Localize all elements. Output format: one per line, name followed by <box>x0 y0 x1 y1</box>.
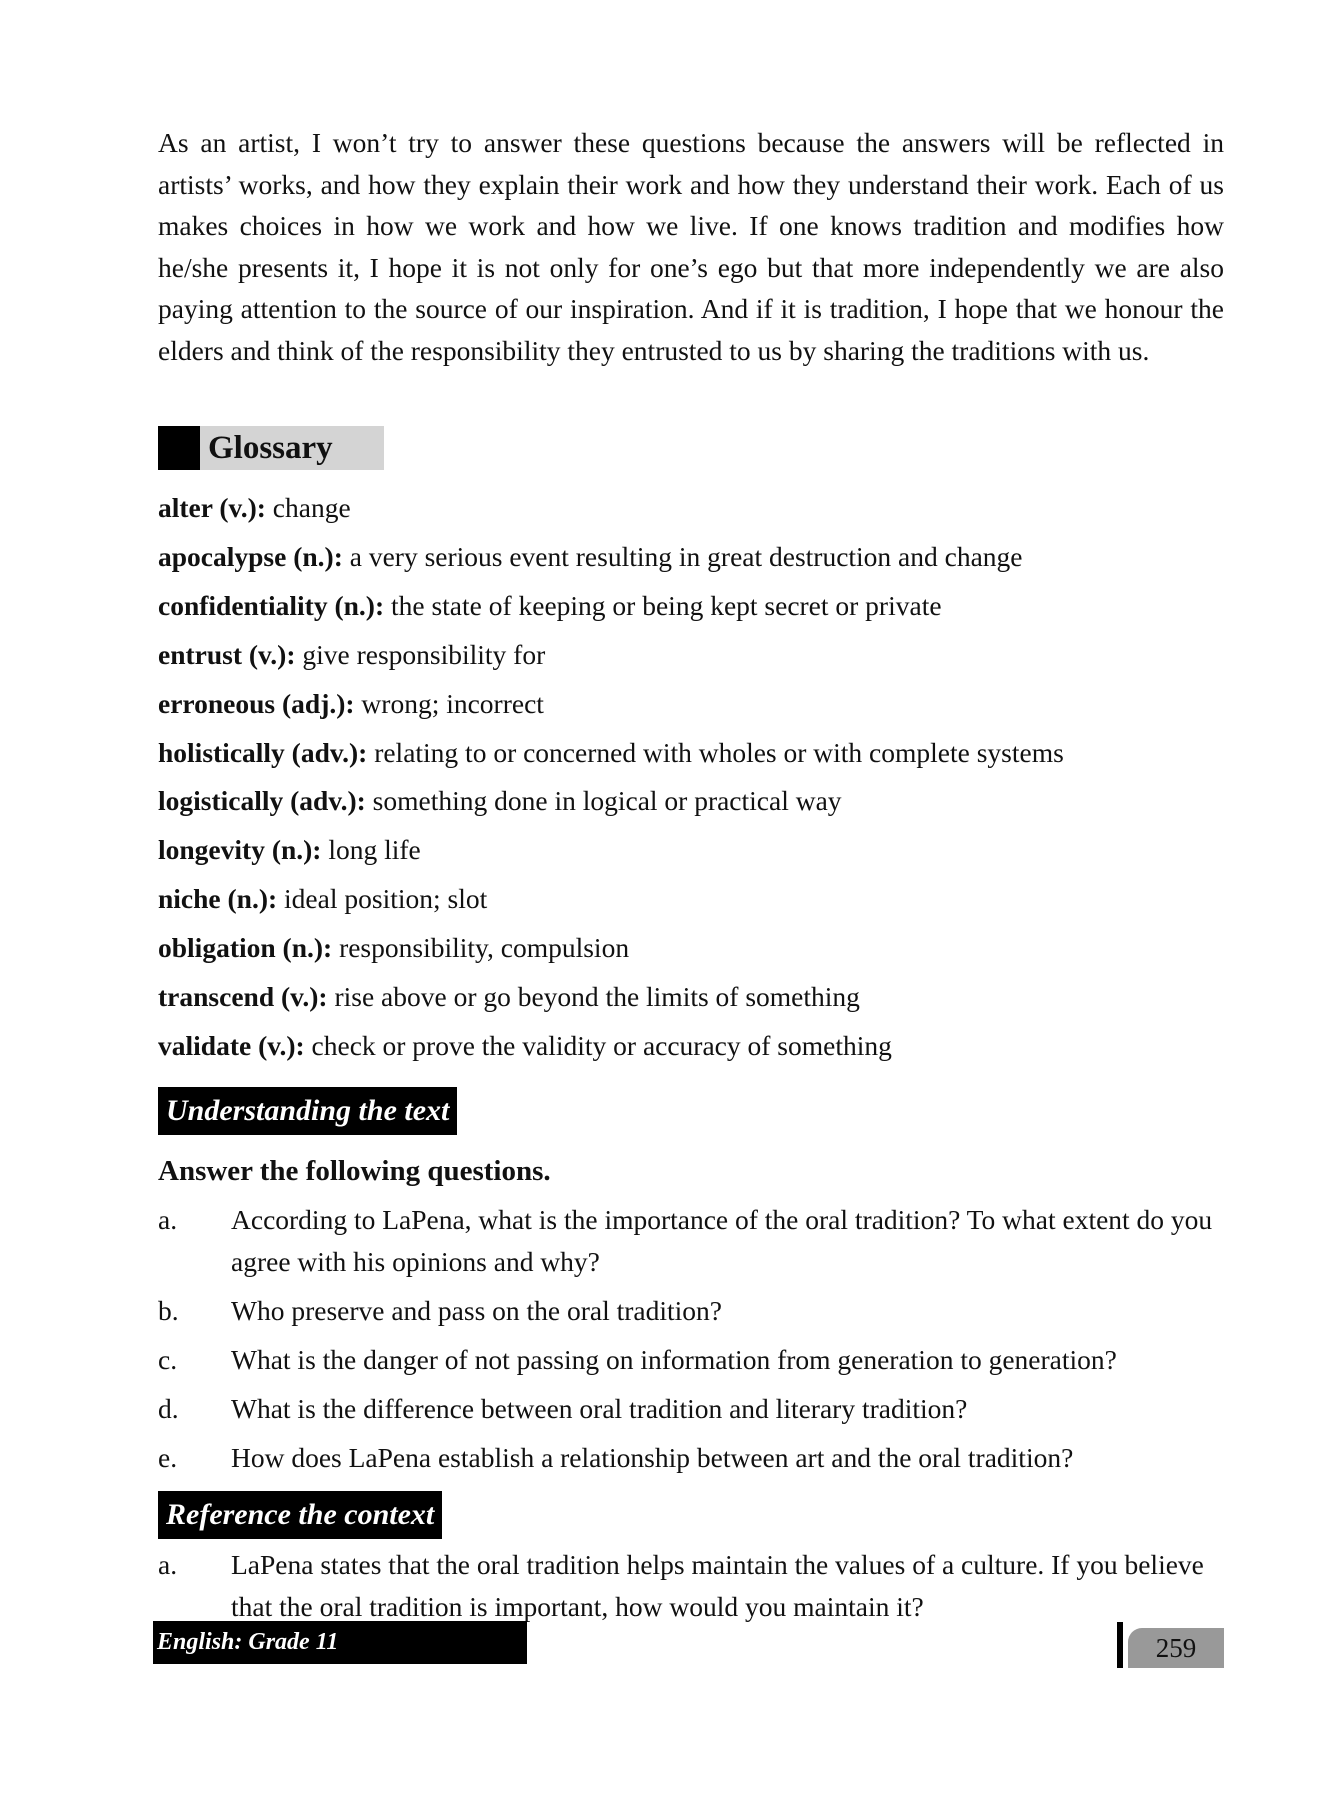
page-number-bar <box>1117 1622 1123 1668</box>
glossary-term: transcend (v.): <box>158 981 328 1013</box>
glossary-entry <box>158 924 1238 973</box>
question-text: Who preserve and pass on the oral tradition? <box>231 1294 723 1326</box>
glossary-definition: long life <box>321 834 421 866</box>
glossary-term: obligation (n.): <box>158 932 333 964</box>
understanding-questions <box>158 1199 1224 1486</box>
body-paragraph: As an artist, I won’t try to answer these questions because the answers will be reflected in artists’ works, and how they explain their work and how they understand their work. Each of us makes choices in how we work and how we live. If one knows tradition and modifies how he/she presents it, I hope it is not only for one’s ego but that more independently we are also paying attention to the source of our inspiration. And if it is tradition, I hope that we honour the elders and think of the responsibility they entrusted to us by sharing the traditions with us. <box>158 127 1224 366</box>
glossary-entry <box>158 680 1238 729</box>
glossary-definition: wrong; incorrect <box>354 687 544 719</box>
glossary-entry <box>158 484 1238 533</box>
glossary-entry <box>158 582 1238 631</box>
glossary-term: holistically (adv.): <box>158 736 368 768</box>
glossary-definition: the state of keeping or being kept secret or private <box>384 589 942 621</box>
glossary-definition: give responsibility for <box>295 638 546 670</box>
glossary-list <box>158 484 1238 1071</box>
glossary-term: niche (n.): <box>158 883 278 915</box>
instruction-heading: Answer the following questions. <box>158 1155 551 1187</box>
question-text: What is the danger of not passing on information from generation to generation? <box>231 1343 1117 1375</box>
question-label: a. <box>158 1549 178 1580</box>
glossary-entry <box>158 875 1238 924</box>
question-item <box>158 1339 1224 1381</box>
glossary-definition: rise above or go beyond the limits of something <box>327 981 860 1013</box>
question-item <box>158 1388 1224 1430</box>
question-item <box>158 1199 1224 1282</box>
glossary-term: erroneous (adj.): <box>158 687 355 719</box>
glossary-title: Glossary <box>208 430 333 466</box>
glossary-entry <box>158 973 1238 1022</box>
glossary-term: alter (v.): <box>158 492 266 523</box>
glossary-term: apocalypse (n.): <box>158 540 343 572</box>
glossary-entry <box>158 777 1238 826</box>
glossary-definition: change <box>265 492 351 523</box>
glossary-definition: a very serious event resulting in great destruction and change <box>342 540 1023 572</box>
question-item <box>158 1437 1224 1479</box>
footer-book-title: English: Grade 11 <box>153 1621 527 1664</box>
glossary-term: validate (v.): <box>158 1029 305 1061</box>
glossary-term: longevity (n.): <box>158 834 322 866</box>
glossary-entry <box>158 631 1238 680</box>
glossary-entry <box>158 729 1238 778</box>
understanding-heading: Understanding the text <box>158 1087 457 1135</box>
question-text: How does LaPena establish a relationship between art and the oral tradition? <box>231 1441 1074 1473</box>
question-text: LaPena states that the oral tradition helps maintain the values of a culture. If you believe that the oral tradition is important, how would you maintain it? <box>231 1549 1204 1622</box>
glossary-definition: something done in logical or practical way <box>365 785 842 817</box>
question-label: c. <box>158 1343 178 1375</box>
glossary-heading <box>158 426 384 470</box>
question-label: a. <box>158 1204 178 1235</box>
glossary-term: confidentiality (n.): <box>158 589 385 621</box>
glossary-entry <box>158 533 1238 582</box>
question-label: b. <box>158 1294 179 1326</box>
question-label: e. <box>158 1441 178 1473</box>
glossary-definition: ideal position; slot <box>277 883 488 915</box>
glossary-definition: responsibility, compulsion <box>332 932 630 964</box>
question-item <box>158 1290 1224 1332</box>
glossary-term: logistically (adv.): <box>158 785 366 817</box>
glossary-definition: relating to or concerned with wholes or with complete systems <box>367 736 1064 768</box>
page-number: 259 <box>1128 1628 1224 1668</box>
glossary-entry <box>158 826 1238 875</box>
question-text: According to LaPena, what is the importance of the oral tradition? To what extent do you agree with his opinions and why? <box>231 1204 1213 1277</box>
question-label: d. <box>158 1392 179 1424</box>
question-item <box>158 1544 1224 1627</box>
heading-marker-block <box>158 426 200 470</box>
glossary-term: entrust (v.): <box>158 638 296 670</box>
glossary-definition: check or prove the validity or accuracy of something <box>304 1029 892 1061</box>
glossary-entry <box>158 1022 1238 1071</box>
reference-heading: Reference the context <box>158 1491 442 1539</box>
question-text: What is the difference between oral tradition and literary tradition? <box>231 1392 968 1424</box>
